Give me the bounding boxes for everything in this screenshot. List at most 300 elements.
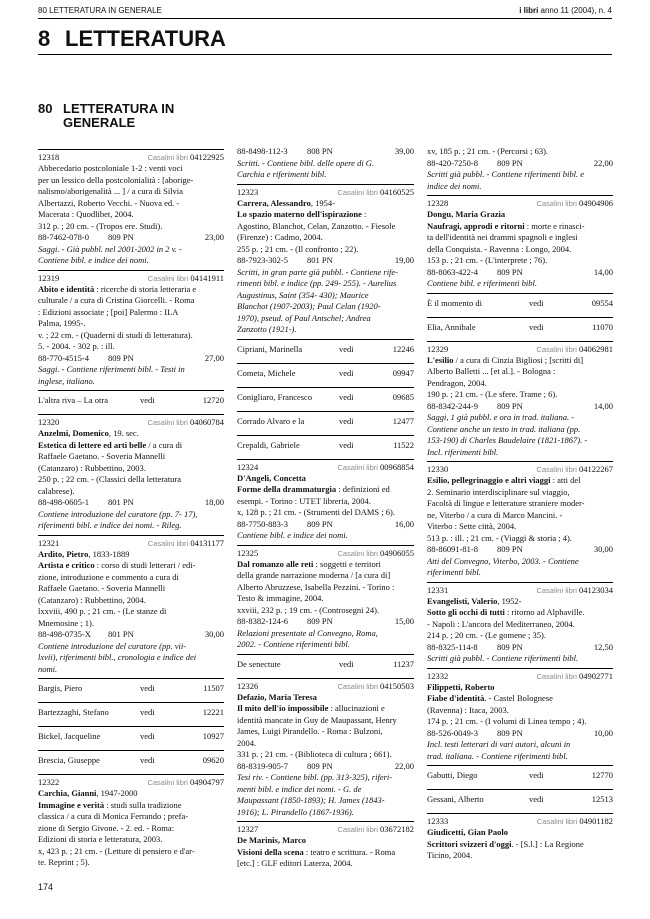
cross-reference xyxy=(427,318,613,338)
isbn: 88-8382-124-6 xyxy=(237,616,288,626)
source-label: Casalini libri xyxy=(147,153,188,162)
entry-body-line: Palma, 1995-. xyxy=(38,318,86,328)
isbn: 88-498-0735-X xyxy=(38,629,91,639)
entry-note-line: Atti del Convegno, Viterbo, 2003. - Contiene xyxy=(427,555,579,566)
entry-note-line: Maupassant (1850-1893); H. James (1843- xyxy=(237,795,385,805)
entry-body-line: x, 423 p. ; 21 cm. - (Letture di pensiero e d'ar- xyxy=(38,845,195,856)
xref-target: 12221 xyxy=(202,707,224,717)
source-id: 04062981 xyxy=(579,343,613,354)
xref-vedi: vedi xyxy=(529,297,544,308)
entry-body-line: v. ; 22 cm. - (Quaderni di studi di letteratura). xyxy=(38,329,193,340)
xref-vedi: vedi xyxy=(339,391,354,402)
entry-note-line: 1970), pseud. of Paul Antschel; Andrea xyxy=(237,312,371,323)
entry-bold-text: Dal romanzo alle reti xyxy=(237,558,314,569)
entry-body-line: Il mito dell'io impossibile : allucinazioni e xyxy=(237,703,385,713)
price: 16,00 xyxy=(394,518,414,529)
entry-body-line xyxy=(427,682,613,694)
source-label: Casalini libri xyxy=(536,199,577,208)
entry-note-line: Saggi, 1 già pubbl. e ora in trad. italiana. - xyxy=(427,412,575,422)
entry-note-line: menti bibl. e indice dei nomi. - G. de xyxy=(237,783,362,794)
xref-target: 11507 xyxy=(203,683,224,693)
source-label: Casalini libri xyxy=(337,548,378,558)
entry-number: 12321 xyxy=(38,537,60,548)
xref-target: 09685 xyxy=(392,391,414,402)
entry-body-line: Pendragon, 2004. xyxy=(427,377,487,388)
entry-separator xyxy=(237,184,414,185)
entry-body-line: culturale / a cura di Cristina Giorcelli. - Roma xyxy=(38,295,195,305)
entry-body-line: Facoltà di lingue e letterature straniere moder- xyxy=(427,498,585,508)
chapter-title: LETTERATURA xyxy=(65,26,226,51)
xref-target: 11237 xyxy=(393,658,414,669)
xref-vedi: vedi xyxy=(529,794,544,804)
entry-separator xyxy=(427,582,613,583)
entry-note-line: nomi. xyxy=(38,663,58,674)
source-ref xyxy=(147,777,224,789)
source-label: Casalini libri xyxy=(147,538,189,548)
entry-body-line: Edizioni di storia e letteratura, 2003. xyxy=(38,834,163,844)
entry-separator xyxy=(38,414,224,415)
source-label: Casalini libri xyxy=(536,671,577,681)
column-2 xyxy=(237,146,414,870)
entry-body-line: (Ravenna) : Itaca, 2003. xyxy=(427,704,509,715)
xref-name: Elia, Annibale xyxy=(427,321,476,332)
source-id: 04122925 xyxy=(190,152,224,162)
entry-body-line: Ardito, Pietro, 1833-1889 xyxy=(38,548,130,559)
source-label: Casalini libri xyxy=(536,465,577,474)
entry-body-line: Evangelisti, Valerio, 1952- xyxy=(427,595,522,606)
isbn-row xyxy=(237,255,414,267)
entry-body-line: Testo & immagine, 2004. xyxy=(237,593,324,603)
entry-note-line: Scritti. - Contiene bibl. delle opere di G. xyxy=(237,157,375,168)
entry-body-line: nalismo/aborigenalità ... ] / a cura di Silvia xyxy=(38,186,183,196)
entry-body-line: 153 p. ; 21 cm. - (L'interprete ; 76). xyxy=(427,255,548,265)
entry-body-line: Immagine e verità : studi sulla tradizione xyxy=(38,799,182,810)
xref-name: Cipriani, Marinella xyxy=(237,343,303,354)
cross-reference xyxy=(237,412,414,432)
entry-body-line: Forme della drammaturgia : definizioni ed xyxy=(237,484,390,494)
entry-number: 12319 xyxy=(38,272,60,283)
cross-reference xyxy=(427,294,613,314)
entry-body-line: - Napoli : L'ancora del Mediterraneo, 2004. xyxy=(427,618,575,629)
classification: 809 PN xyxy=(307,518,333,529)
entry-body-line: zione di Sergio Givone. - 2. ed. - Roma: xyxy=(38,822,175,833)
price: 22,00 xyxy=(593,157,613,168)
entry-bold-text: Visioni della scena xyxy=(237,846,304,857)
entry-bold-text: Estetica di lettere ed arti belle xyxy=(38,439,147,450)
entry-body-line: Visioni della scena : teatro e scrittura. - Roma xyxy=(237,846,396,857)
entry-bold-text: Sotto gli occhi di tutti xyxy=(427,607,505,617)
entry-body-line: Raffaele Gaetano. - Soveria Mannelli xyxy=(38,583,166,593)
entry-separator xyxy=(38,535,224,536)
entry-body-line: Carrera, Alessandro, 1954- xyxy=(237,197,335,208)
entry-note-line: Incl. riferimenti bibl. xyxy=(427,446,499,457)
entry-body-line: te. Reprint ; 5). xyxy=(38,857,90,867)
entry-number: 12327 xyxy=(237,824,259,834)
entry-note-line: riferimenti bibl. xyxy=(427,567,481,577)
source-label: Casalini libri xyxy=(536,817,578,826)
entry-header xyxy=(237,461,414,473)
chapter-number: 8 xyxy=(38,26,51,51)
section-number: 80 xyxy=(38,101,53,116)
price: 14,00 xyxy=(593,266,613,277)
source-id: 04123034 xyxy=(579,584,613,595)
cross-reference xyxy=(38,679,224,699)
entry-note-line: Contiene introduzione del curatore (pp. vii- xyxy=(38,640,187,651)
cross-reference xyxy=(38,703,224,723)
isbn-row xyxy=(38,629,224,641)
classification: 809 PN xyxy=(497,727,523,738)
entry-header xyxy=(38,272,224,284)
entry-note-line: Contiene bibl. e indice dei nomi. xyxy=(237,530,348,540)
isbn: 88-526-0049-3 xyxy=(427,727,478,738)
entry-bold-text: Naufragi, approdi e ritorni xyxy=(427,220,525,231)
source-label: Casalini libri xyxy=(147,418,188,427)
xref-target: 12246 xyxy=(392,343,414,354)
xref-target: 12477 xyxy=(392,415,414,426)
entry-number: 12326 xyxy=(237,680,259,691)
price: 14,00 xyxy=(593,400,613,411)
xref-name: Cometa, Michele xyxy=(237,367,296,378)
isbn: 88-8325-114-8 xyxy=(427,641,478,652)
entry-separator xyxy=(38,270,224,271)
xref-target: 12770 xyxy=(591,770,613,780)
xref-name: È il momento di xyxy=(427,297,483,308)
entry-body-line xyxy=(427,827,613,839)
entry-bold-text: Esilio, pellegrinaggio e altri viaggi xyxy=(427,475,551,485)
isbn-row xyxy=(38,353,224,365)
entry-note-line: Contiene introduzione del curatore (pp. 7- 17), xyxy=(38,508,198,519)
entry-bold-text: Carchia, Gianni xyxy=(38,788,97,798)
source-id: 04901182 xyxy=(579,816,613,826)
entry-body-line: Ticino, 2004. xyxy=(427,850,473,860)
column-1 xyxy=(38,146,224,869)
entry-note-line: trad. italiana. - Contiene riferimenti bibl. xyxy=(427,750,568,761)
entry-body-line: (Catanzaro) : Rubbettino, 2004. xyxy=(38,594,146,605)
source-id: 00968854 xyxy=(380,461,414,472)
entry-body-line: xxviii, 232 p. ; 19 cm. - (Controsegni 24). xyxy=(237,604,380,615)
entry-number: 12332 xyxy=(427,670,449,681)
entry-separator xyxy=(427,668,613,669)
price: 18,00 xyxy=(204,497,224,507)
isbn: 88-8342-244-9 xyxy=(427,400,478,411)
isbn-row xyxy=(427,642,613,654)
entry-number: 12322 xyxy=(38,777,60,787)
isbn-row xyxy=(427,158,613,170)
entry-body-line xyxy=(237,473,414,485)
entry-body-line: x, 128 p. ; 21 cm. - (Strumenti del DAMS ; 6). xyxy=(237,507,395,517)
entry-body-line: 312 p. ; 20 cm. - (Tropos ere. Studi). xyxy=(38,220,163,231)
isbn-row xyxy=(427,544,613,556)
xref-vedi: vedi xyxy=(140,731,155,741)
entry-bold-text: Abito e identità xyxy=(38,283,95,294)
entry-header xyxy=(38,416,224,428)
entry-bold-text: Lo spazio materno dell'ispirazione xyxy=(237,209,362,219)
source-id: 03672182 xyxy=(380,824,414,834)
xref-target: 11522 xyxy=(393,439,414,450)
entry-bold-text: Carrera, Alessandro xyxy=(237,197,311,208)
xref-target: 11070 xyxy=(592,321,613,332)
isbn: 88-770-4515-4 xyxy=(38,352,89,363)
entry-body-line: : Edizioni associate ; [poi] Palermo : ILA xyxy=(38,306,179,317)
source-ref xyxy=(337,462,414,474)
cross-reference xyxy=(38,727,224,747)
xref-name: Gessani, Alberto xyxy=(427,794,484,804)
entry-body-line: 255 p. ; 21 cm. - (Il confronto ; 22). xyxy=(237,243,359,254)
entry-note-line: Zanzotto (1921-). xyxy=(237,324,297,334)
source-ref xyxy=(537,816,613,828)
page-number: 174 xyxy=(38,882,54,892)
entry-body-line: 214 p. ; 20 cm. - (Le gomene ; 35). xyxy=(427,630,546,640)
header-issue-info: anno 11 (2004), n. 4 xyxy=(538,6,612,15)
entry-body-line: Raffaele Gaetano. - Soveria Mannelli xyxy=(38,451,166,461)
source-ref xyxy=(147,152,224,164)
entry-header xyxy=(427,343,613,355)
entry-note-line: 153-190) di Charles Baudelaire (1821-1867). - xyxy=(427,435,588,445)
entry-body-line: della grande narrazione moderna / [a cura di] xyxy=(237,570,391,580)
source-label: Casalini libri xyxy=(337,187,378,197)
cross-reference xyxy=(237,340,414,360)
entry-number: 12324 xyxy=(237,461,259,472)
header-issue xyxy=(519,6,612,15)
xref-name: Bartezzaghi, Stefano xyxy=(38,707,109,717)
source-id: 04902771 xyxy=(579,670,613,681)
entry-separator xyxy=(427,461,613,462)
entry-bold-text: Anzelmi, Domenico xyxy=(38,428,109,438)
entry-header xyxy=(237,680,414,692)
entry-separator xyxy=(427,341,613,342)
entry-body-line: 174 p. ; 21 cm. - (I volumi di Linea tempo ; 4). xyxy=(427,716,587,726)
entry-bold-text: Evangelisti, Valerio xyxy=(427,595,498,606)
entry-number: 12330 xyxy=(427,464,449,474)
entry-number: 12323 xyxy=(237,186,259,197)
entry-bold-text: Fiabe d'identità xyxy=(427,693,485,703)
entry-number: 12328 xyxy=(427,198,449,208)
entry-body-line: (Catanzaro) : Rubbettino, 2003. xyxy=(38,462,146,473)
classification: 808 PN xyxy=(307,146,333,156)
source-label: Casalini libri xyxy=(536,344,577,354)
entry-note-line: lxvii), riferimenti bibl., cronologia e indice dei xyxy=(38,652,197,662)
entry-bold-text: Artista e critico xyxy=(38,560,95,570)
entry-body-line: Abito e identità : ricerche di storia letteraria e xyxy=(38,283,197,294)
price: 22,00 xyxy=(394,760,414,771)
entry-header xyxy=(237,547,414,559)
isbn-row xyxy=(237,616,414,628)
chapter-heading xyxy=(38,26,612,55)
entry-header xyxy=(427,463,613,475)
isbn-row xyxy=(237,519,414,531)
price: 15,00 xyxy=(394,616,414,626)
isbn-row xyxy=(38,232,224,244)
entry-bold-text: Ardito, Pietro xyxy=(38,548,89,559)
classification: 809 PN xyxy=(108,232,134,242)
entry-body-line: Esilio, pellegrinaggio e altri viaggi : atti del xyxy=(427,475,581,485)
xref-vedi: vedi xyxy=(140,755,155,765)
source-id: 04906055 xyxy=(380,547,414,558)
isbn: 88-8063-422-4 xyxy=(427,266,478,277)
source-ref xyxy=(536,344,613,356)
source-ref xyxy=(148,538,224,550)
xref-vedi: vedi xyxy=(339,415,354,426)
entry-body-line: 2004. xyxy=(237,737,257,748)
xref-vedi: vedi xyxy=(529,770,544,780)
classification: 809 PN xyxy=(497,641,523,652)
entry-separator xyxy=(427,195,613,196)
entry-note-line: Scritti, in gran parte già pubbl. - Contiene rife- xyxy=(237,266,399,277)
classification: 809 PN xyxy=(307,616,333,626)
entry-body-line xyxy=(237,692,414,704)
isbn: 88-420-7250-8 xyxy=(427,157,478,168)
xref-name: L'altra riva – La otra xyxy=(38,395,108,405)
xref-name: Bargis, Piero xyxy=(38,683,83,693)
cross-reference xyxy=(427,766,613,786)
section-title: LETTERATURA IN GENERALE xyxy=(63,101,175,130)
xref-vedi: vedi xyxy=(339,658,354,669)
xref-name: Brescia, Giuseppe xyxy=(38,755,100,765)
entry-body-line: Sotto gli occhi di tutti : ritorno ad Alphaville. xyxy=(427,607,585,617)
cross-reference xyxy=(237,436,414,456)
cross-reference xyxy=(237,655,414,675)
entry-body-line: Macerata : Quodlibet, 2004. xyxy=(38,209,134,219)
entry-note-line: inglese, italiano. xyxy=(38,375,95,386)
entry-header xyxy=(237,823,414,835)
entry-note-line: Contiene bibl. e indice dei nomi. xyxy=(38,255,149,265)
isbn-row xyxy=(427,728,613,740)
xref-target: 10927 xyxy=(202,731,224,741)
entry-bold-text: Forme della drammaturgia xyxy=(237,484,337,494)
source-ref xyxy=(148,273,224,285)
entry-body-line: calabrese). xyxy=(38,485,75,496)
entry-body-line: Alberto Balletti ... [et al.]. - Bologna : xyxy=(427,366,556,376)
entry-body-line xyxy=(427,209,613,221)
isbn: 88-7923-302-5 xyxy=(237,255,288,265)
entry-note-line: Scritti già pubbl. - Contiene riferimenti bibl. xyxy=(427,653,579,663)
source-ref xyxy=(337,187,414,199)
entry-separator xyxy=(38,149,224,150)
classification: 809 PN xyxy=(108,352,134,363)
isbn-row xyxy=(427,401,613,413)
entry-bold-text: Dongu, Maria Grazia xyxy=(427,209,506,219)
xref-vedi: vedi xyxy=(140,395,155,405)
entry-note-line: riferimenti bibl. e indice dei nomi. - Rileg. xyxy=(38,520,182,530)
entry-bold-text: De Marinis, Marco xyxy=(237,835,307,845)
entry-number: 12318 xyxy=(38,152,60,162)
xref-vedi: vedi xyxy=(339,439,354,450)
entry-header xyxy=(427,584,613,596)
entry-body-line: Alberto Abruzzese, Isabella Pezzini. - Torino : xyxy=(237,581,395,592)
xref-target: 09554 xyxy=(591,297,613,308)
source-ref xyxy=(337,681,414,693)
entry-body-line: Dal romanzo alle reti : soggetti e territori xyxy=(237,558,381,569)
xref-name: Bickel, Jacqueline xyxy=(38,731,101,741)
isbn-row xyxy=(237,146,414,158)
entry-body-line: esempi. - Torino : UTET libreria, 2004. xyxy=(237,495,371,506)
source-label: Casalini libri xyxy=(337,825,378,834)
source-ref xyxy=(147,417,224,429)
entry-body-line: Lo spazio materno dell'ispirazione : xyxy=(237,209,367,219)
header-section-title: 80 LETTERATURA IN GENERALE xyxy=(38,6,162,15)
entry-body-line: 2. Seminario interdisciplinare sul viaggio, xyxy=(427,486,570,497)
isbn: 88-498-0605-1 xyxy=(38,497,89,507)
entry-body-line: Estetica di lettere ed arti belle / a cura di xyxy=(38,439,183,450)
entry-header xyxy=(38,151,224,163)
xref-name: Corrado Alvaro e la xyxy=(237,415,305,426)
entry-note-line: Incl. testi letterari di vari autori, alcuni in xyxy=(427,739,571,749)
entry-note-line: indice dei nomi. xyxy=(427,180,482,191)
cross-reference xyxy=(427,790,613,810)
xref-target: 09620 xyxy=(202,755,224,765)
classification: 809 PN xyxy=(307,760,333,771)
entry-header xyxy=(38,776,224,788)
entry-bold-text: Immagine e verità xyxy=(38,799,105,810)
entry-body-line: lxxviii, 490 p. ; 21 cm. - (Le stanze di xyxy=(38,606,167,616)
price: 30,00 xyxy=(593,544,613,554)
entry-note-line: Saggi. - Già pubbl. nel 2001-2002 in 2 v. - xyxy=(38,243,182,254)
price: 10,00 xyxy=(593,727,613,738)
entry-body-line: Carchia, Gianni, 1947-2000 xyxy=(38,788,138,798)
entry-body-line: Anzelmi, Domenico, 19. sec. xyxy=(38,428,139,438)
source-label: Casalini libri xyxy=(147,778,188,787)
entry-body-line: classica / a cura di Monica Ferrando ; prefa- xyxy=(38,811,189,821)
entry-body-line: Agostino, Blanchot, Celan, Zanzotto. - Fiesole xyxy=(237,220,396,231)
isbn-row xyxy=(427,267,613,279)
cross-reference xyxy=(237,364,414,384)
xref-target: 12720 xyxy=(202,395,224,405)
entry-separator xyxy=(237,459,414,460)
classification: 801 PN xyxy=(108,497,134,507)
entry-separator xyxy=(237,678,414,679)
xref-name: Crepaldi, Gabriele xyxy=(237,439,300,450)
entry-body-line: zione, introduzione e commento a cura di xyxy=(38,571,179,582)
classification: 809 PN xyxy=(497,157,523,168)
entry-body-line: xv, 185 p. ; 21 cm. - (Percorsi ; 63). xyxy=(427,146,549,156)
entry-body-line: Viterbo : Sette città, 2004. xyxy=(427,521,517,531)
xref-vedi: vedi xyxy=(339,343,354,354)
entry-body-line: [etc.] : GLF editori Laterza, 2004. xyxy=(237,858,353,868)
source-ref xyxy=(337,824,414,836)
classification: 809 PN xyxy=(497,400,523,411)
entry-separator xyxy=(427,813,613,814)
isbn: 88-8319-905-7 xyxy=(237,760,288,771)
price: 30,00 xyxy=(204,629,224,639)
source-id: 04122267 xyxy=(579,464,613,474)
entry-body-line: 331 p. ; 21 cm. - (Biblioteca di cultura ; 661). xyxy=(237,749,392,759)
entry-body-line: Naufragi, approdi e ritorni : morte e rinasci- xyxy=(427,220,585,231)
entry-separator xyxy=(38,774,224,775)
entry-note-line: 1916); L. Pirandello (1867-1936). xyxy=(237,806,354,817)
entry-bold-text: Scrittori svizzeri d'oggi xyxy=(427,838,512,849)
entry-body-line: 250 p. ; 22 cm. - (Classici della letteratura xyxy=(38,474,182,484)
entry-header xyxy=(427,670,613,682)
entry-note-line: Relazioni presentate al Convegno, Roma, xyxy=(237,627,378,638)
source-id: 04160525 xyxy=(380,186,414,197)
source-ref xyxy=(536,671,613,683)
source-label: Casalini libri xyxy=(337,462,378,472)
isbn: 88-8498-112-3 xyxy=(237,146,288,156)
entry-body-line xyxy=(237,835,414,847)
entry-body-line: ta dell'identità nei drammi spagnoli e inglesi xyxy=(427,232,578,242)
entry-note-line: Contiene anche un testo in trad. italiana (pp. xyxy=(427,423,581,434)
price: 39,00 xyxy=(394,146,414,156)
entry-number: 12331 xyxy=(427,584,449,595)
entry-bold-text: D'Angeli, Concetta xyxy=(237,472,306,483)
xref-name: Conigliaro, Francesco xyxy=(237,391,313,402)
entry-bold-text: Il mito dell'io impossibile xyxy=(237,703,329,713)
entry-separator xyxy=(237,545,414,546)
price: 12,50 xyxy=(593,641,613,652)
source-id: 04141911 xyxy=(190,272,224,283)
entry-bold-text: L'esilio xyxy=(427,354,454,365)
source-id: 04150503 xyxy=(380,680,414,691)
